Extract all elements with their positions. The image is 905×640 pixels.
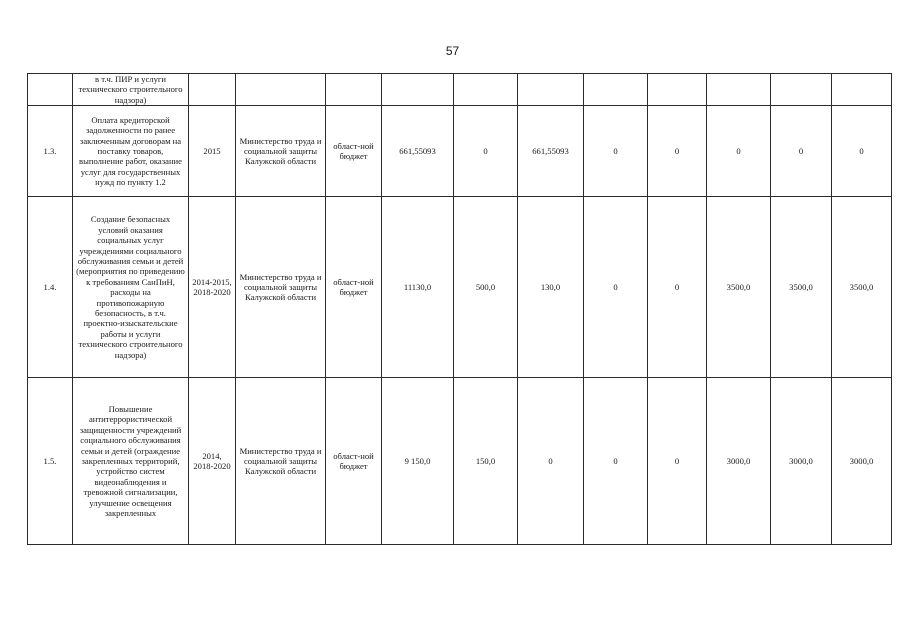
cell-year-value: 500,0 — [454, 197, 518, 378]
cell-year-value: 0 — [584, 106, 648, 197]
cell-years: 2015 — [189, 106, 236, 197]
page-number: 57 — [445, 44, 460, 58]
cell-year-value — [518, 74, 584, 106]
cell-total: 661,55093 — [382, 106, 454, 197]
cell-year-value: 150,0 — [454, 378, 518, 545]
cell-num: 1.4. — [28, 197, 73, 378]
cell-year-value: 661,55093 — [518, 106, 584, 197]
cell-funding-source: област-ной бюджет — [326, 197, 382, 378]
table-row-continuation — [28, 74, 892, 106]
cell-num — [28, 74, 73, 106]
cell-year-value: 0 — [648, 197, 707, 378]
cell-year-value: 0 — [648, 378, 707, 545]
cell-executor: Министерство труда и социальной защиты Калужской области — [236, 106, 326, 197]
cell-executor: Министерство труда и социальной защиты Калужской области — [236, 378, 326, 545]
cell-activity-name: Создание безопасных условий оказания социальных услуг учреждениями социального обслуживания семьи и детей (мероприятия по приведению к требованиям СанПиН, расходы на противопожарную безопасность, в т.ч. проектно-изыскательские работы и услуги технического строительного надзора) — [73, 197, 189, 378]
cell-executor — [236, 74, 326, 106]
cell-activity-name: Повышение антитеррористической защищенности учреждений социального обслуживания семьи и детей (ограждение закрепленных территорий, устройство систем видеонаблюдения и тревожной сигнализации, улучшение освещения закрепленных — [73, 378, 189, 545]
cell-years: 2014-2015, 2018-2020 — [189, 197, 236, 378]
cell-funding-source: област-ной бюджет — [326, 378, 382, 545]
cell-activity-name: в т.ч. ПИР и услуги технического строительного надзора) — [73, 74, 189, 106]
cell-year-value: 3500,0 — [707, 197, 771, 378]
cell-year-value: 0 — [454, 106, 518, 197]
cell-year-value — [648, 74, 707, 106]
cell-year-value: 3500,0 — [832, 197, 892, 378]
table-row — [28, 106, 892, 197]
cell-year-value: 3000,0 — [707, 378, 771, 545]
cell-year-value: 0 — [771, 106, 832, 197]
cell-year-value: 3000,0 — [832, 378, 892, 545]
cell-num: 1.3. — [28, 106, 73, 197]
cell-year-value: 0 — [584, 197, 648, 378]
table-row — [28, 197, 892, 378]
cell-num: 1.5. — [28, 378, 73, 545]
cell-year-value — [832, 74, 892, 106]
cell-total: 9 150,0 — [382, 378, 454, 545]
cell-year-value: 130,0 — [518, 197, 584, 378]
budget-table — [27, 73, 892, 545]
cell-year-value — [707, 74, 771, 106]
cell-activity-name: Оплата кредиторской задолженности по ранее заключенным договорам на поставку товаров, выполнение работ, оказание услуг для государственных нужд по пункту 1.2 — [73, 106, 189, 197]
cell-year-value: 0 — [518, 378, 584, 545]
cell-executor: Министерство труда и социальной защиты Калужской области — [236, 197, 326, 378]
cell-total — [382, 74, 454, 106]
cell-funding-source: област-ной бюджет — [326, 106, 382, 197]
cell-year-value: 3500,0 — [771, 197, 832, 378]
cell-year-value: 0 — [707, 106, 771, 197]
cell-year-value — [454, 74, 518, 106]
cell-years: 2014, 2018-2020 — [189, 378, 236, 545]
cell-year-value: 0 — [648, 106, 707, 197]
table-row — [28, 378, 892, 545]
cell-years — [189, 74, 236, 106]
cell-year-value: 0 — [832, 106, 892, 197]
cell-funding-source — [326, 74, 382, 106]
cell-year-value: 3000,0 — [771, 378, 832, 545]
cell-year-value — [584, 74, 648, 106]
cell-year-value — [771, 74, 832, 106]
cell-total: 11130,0 — [382, 197, 454, 378]
cell-year-value: 0 — [584, 378, 648, 545]
